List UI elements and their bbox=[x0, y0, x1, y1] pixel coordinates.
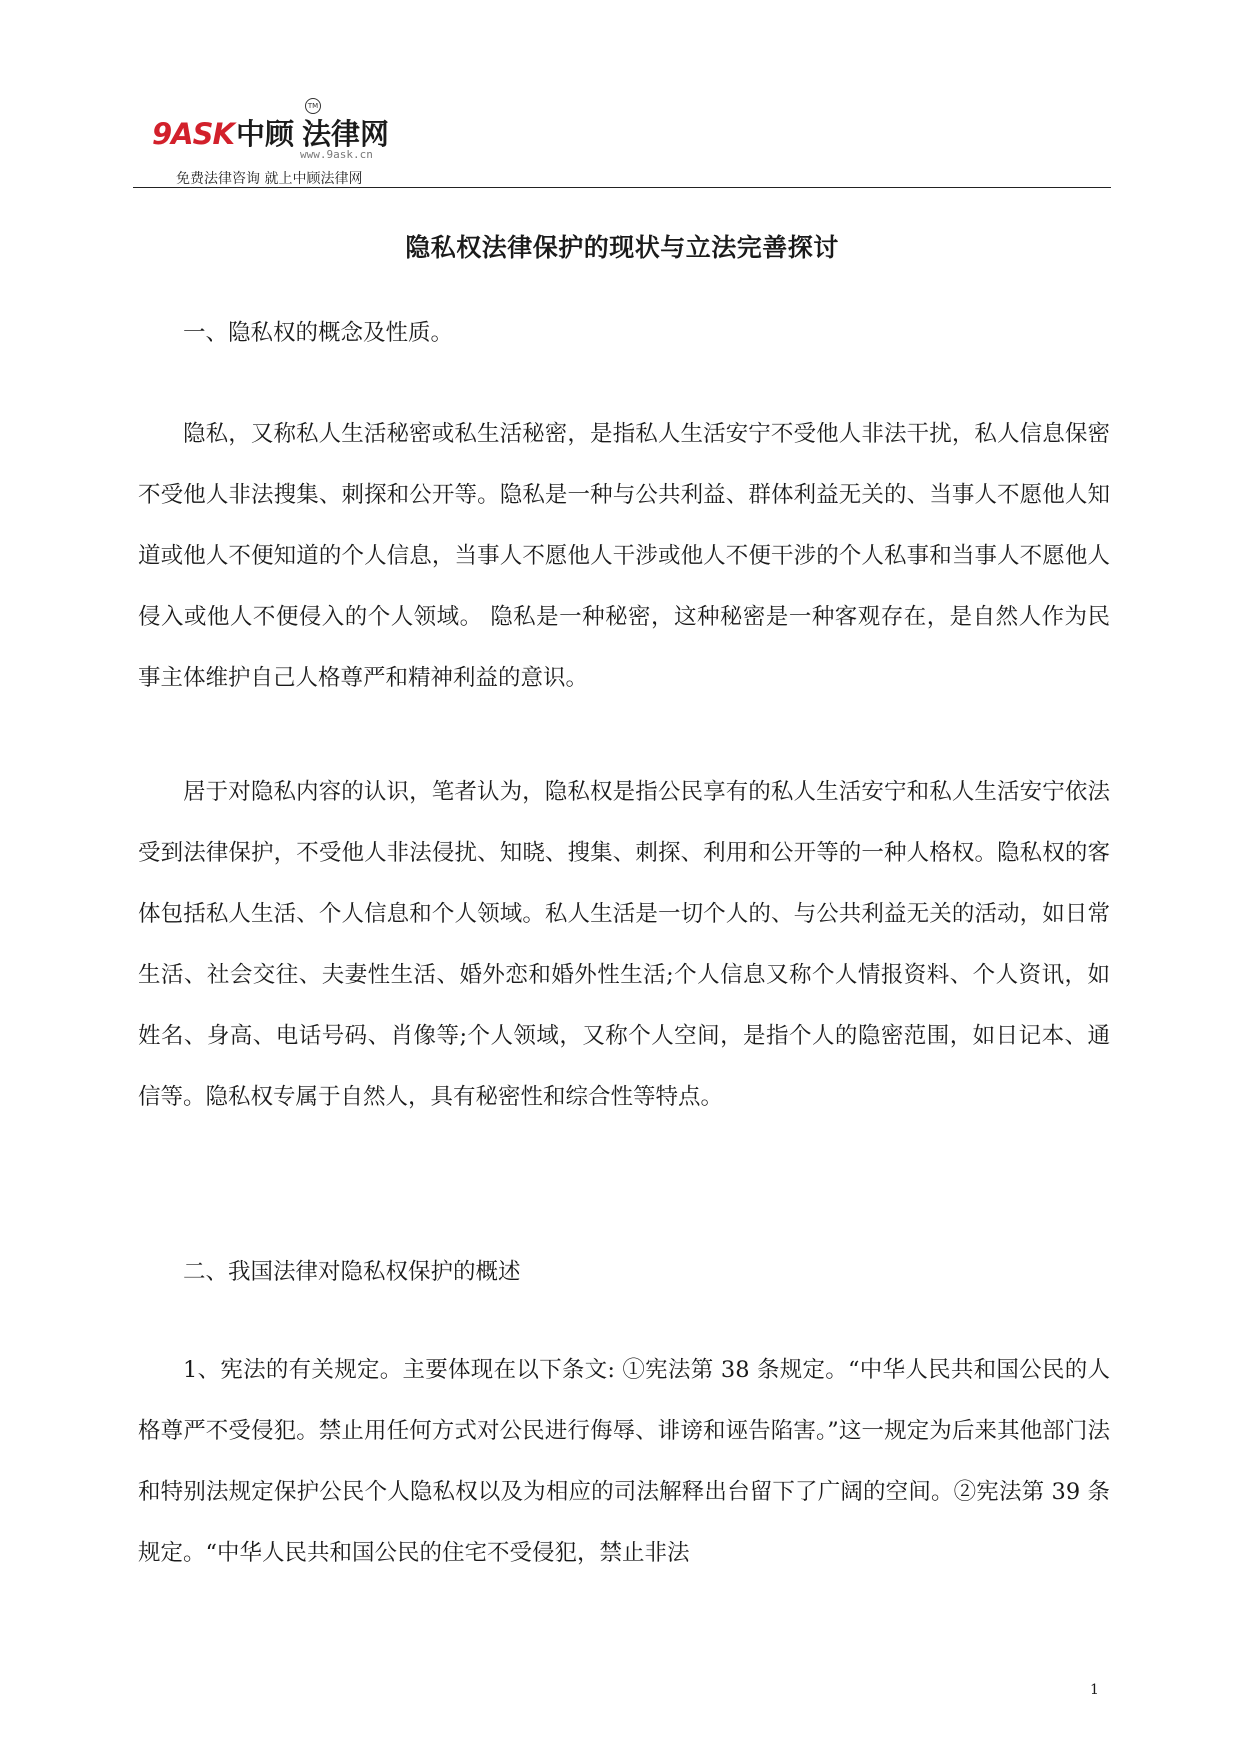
section-heading-1: 一、隐私权的概念及性质。 bbox=[183, 320, 454, 346]
trademark-icon: TM bbox=[305, 98, 321, 114]
logo-site-type: 法律网 bbox=[302, 117, 390, 151]
section-heading-2: 二、我国法律对隐私权保护的概述 bbox=[183, 1259, 521, 1285]
document-title: 隐私权法律保护的现状与立法完善探讨 bbox=[405, 233, 839, 262]
page-header bbox=[133, 84, 1113, 190]
logo-wordmark bbox=[152, 112, 389, 153]
logo-slogan: 免费法律咨询 就上中顾法律网 bbox=[176, 171, 363, 187]
logo-url: www.9ask.cn bbox=[300, 148, 373, 161]
body-paragraph-1: 隐私，又称私人生活秘密或私生活秘密，是指私人生活安宁不受他人非法干扰，私人信息保密不受他人非法搜集、刺探和公开等。隐私是一种与公共利益、群体利益无关的、当事人不愿他人知道或他人不便知道的个人信息，当事人不愿他人干涉或他人不便干涉的个人私事和当事人不愿他人侵入或他人不便侵入的个人领域。 隐私是一种秘密，这种秘密是一种客观存在，是自然人作为民事主体维护自己人格尊严和精神利益的意识。 bbox=[138, 421, 1110, 691]
site-logo[interactable] bbox=[152, 96, 412, 187]
logo-brand-name: 中顾 bbox=[235, 117, 294, 151]
logo-9ask-text: 9ASK bbox=[152, 117, 234, 151]
body-paragraph-2: 居于对隐私内容的认识，笔者认为，隐私权是指公民享有的私人生活安宁和私人生活安宁依法受到法律保护，不受他人非法侵扰、知晓、搜集、刺探、利用和公开等的一种人格权。隐私权的客体包括私人生活、个人信息和个人领域。私人生活是一切个人的、与公共利益无关的活动，如日常生活、社会交往、夫妻性生活、婚外恋和婚外性生活;个人信息又称个人情报资料、个人资讯，如姓名、身高、电话号码、肖像等;个人领域，又称个人空间，是指个人的隐密范围，如日记本、通信等。隐私权专属于自然人，具有秘密性和综合性等特点。 bbox=[138, 779, 1110, 1110]
body-paragraph-3: 1、宪法的有关规定。主要体现在以下条文: ①宪法第 38 条规定。“中华人民共和国公民的人格尊严不受侵犯。禁止用任何方式对公民进行侮辱、诽谤和诬告陷害。”这一规定为后来其他部门法和特别法规定保护公民个人隐私权以及为相应的司法解释出台留下了广阔的空间。②宪法第 39 条规定。“中华人民共和国公民的住宅不受侵犯，禁止非法 bbox=[138, 1357, 1110, 1566]
header-divider bbox=[133, 187, 1111, 188]
page-number: 1 bbox=[1090, 1682, 1099, 1698]
